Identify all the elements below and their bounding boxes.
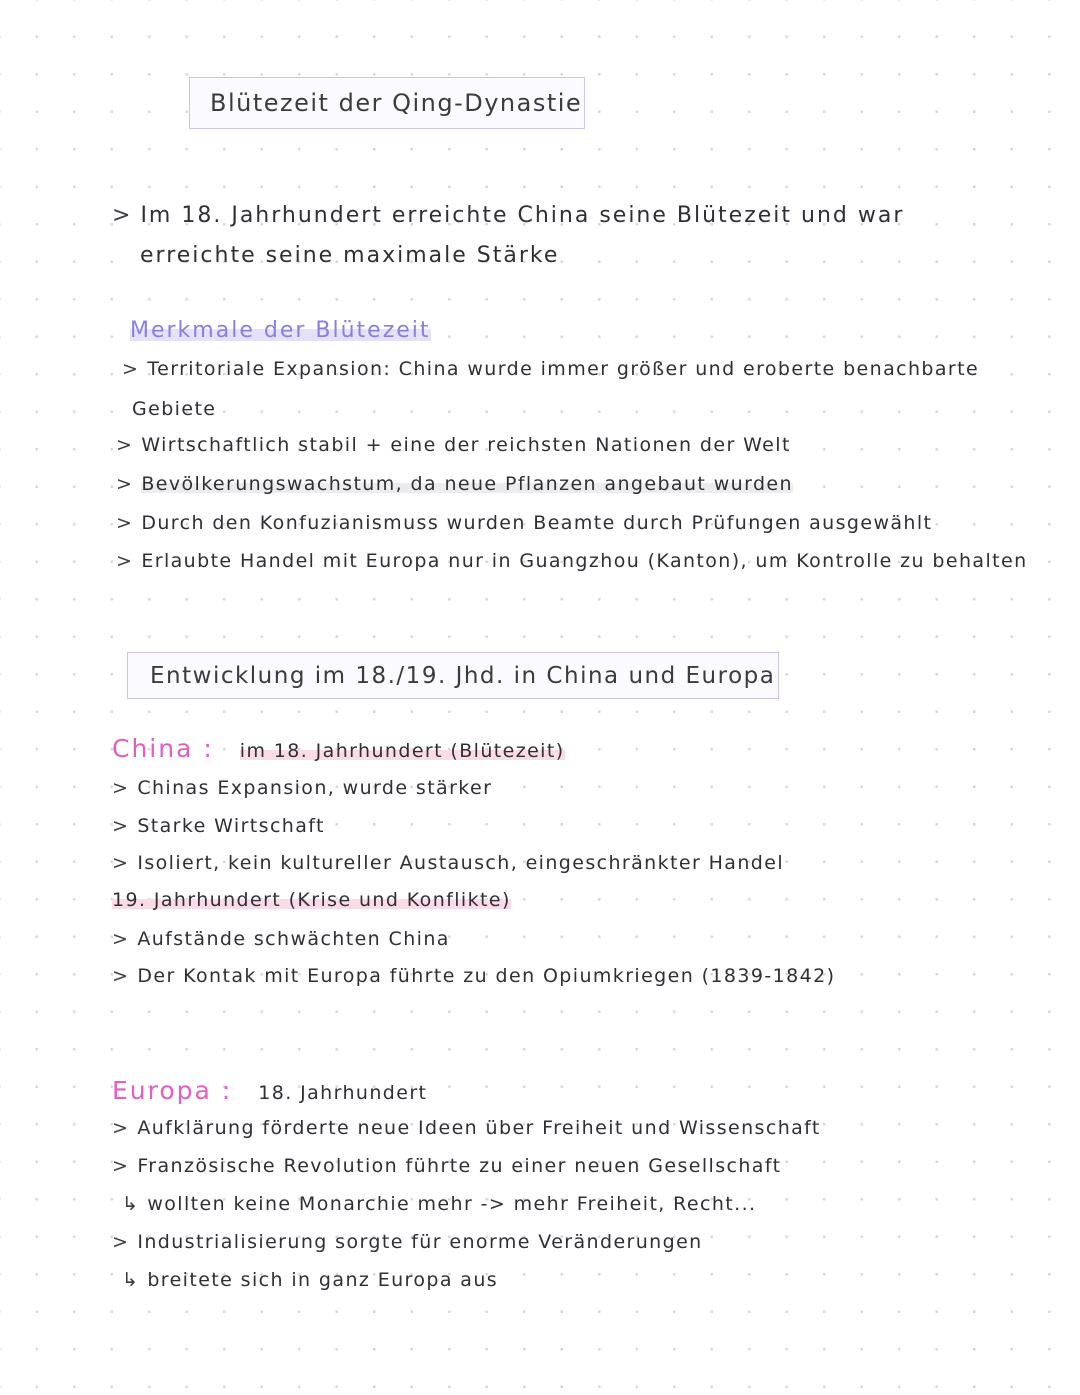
section-title-text: Blütezeit der Qing-Dynastie	[210, 89, 583, 117]
bullet-arrow-icon: >	[112, 777, 130, 799]
features-heading: Merkmale der Blütezeit	[130, 318, 431, 343]
china-period-2: 19. Jahrhundert (Krise und Konflikte)	[112, 889, 511, 911]
china-item-4: > Aufstände schwächten China	[112, 928, 450, 950]
bullet-arrow-icon: >	[112, 1155, 130, 1177]
section-title-qing	[189, 77, 585, 129]
bullet-arrow-icon: >	[112, 965, 130, 987]
section-title-development	[127, 652, 779, 699]
europa-item-3: > Industrialisierung sorgte für enorme Veränderungen	[112, 1231, 703, 1253]
bullet-arrow-icon: >	[112, 928, 130, 950]
bullet-arrow-icon: >	[116, 473, 134, 495]
section-title-text: Entwicklung im 18./19. Jhd. in China und Europa	[150, 662, 776, 689]
bullet-arrow-icon: >	[112, 203, 133, 228]
china-item-5: > Der Kontak mit Europa führte zu den Opiumkriegen (1839-1842)	[112, 965, 836, 987]
feature-item-1: > Territoriale Expansion: China wurde immer größer und eroberte benachbarte	[122, 358, 980, 380]
china-item-3: > Isoliert, kein kultureller Austausch, eingeschränkter Handel	[112, 852, 785, 874]
europa-heading: Europa : 18. Jahrhundert	[112, 1076, 428, 1105]
bullet-arrow-icon: >	[112, 1117, 130, 1139]
china-heading: China : im 18. Jahrhundert (Blütezeit)	[112, 734, 565, 763]
bullet-arrow-icon: >	[112, 815, 130, 837]
bullet-arrow-icon: >	[116, 550, 134, 572]
feature-item-2: > Wirtschaftlich stabil + eine der reichsten Nationen der Welt	[116, 434, 791, 456]
intro-line-2: erreichte seine maximale Stärke	[140, 243, 560, 268]
china-item-2: > Starke Wirtschaft	[112, 815, 325, 837]
feature-item-5: > Erlaubte Handel mit Europa nur in Guangzhou (Kanton), um Kontrolle zu behalten	[116, 550, 1028, 572]
feature-item-4: > Durch den Konfuzianismuss wurden Beamte durch Prüfungen ausgewählt	[116, 512, 933, 534]
intro-line-1: > Im 18. Jahrhundert erreichte China seine Blütezeit und war	[112, 203, 905, 228]
bullet-arrow-icon: >	[112, 852, 130, 874]
feature-item-3: > Bevölkerungswachstum, da neue Pflanzen angebaut wurden	[116, 473, 793, 495]
bullet-arrow-icon: >	[116, 434, 134, 456]
sub-arrow-icon: ↳	[122, 1193, 140, 1215]
europa-item-2-sub: ↳ wollten keine Monarchie mehr -> mehr Freiheit, Recht...	[122, 1193, 757, 1215]
bullet-arrow-icon: >	[116, 512, 134, 534]
europa-item-3-sub: ↳ breitete sich in ganz Europa aus	[122, 1269, 499, 1291]
bullet-arrow-icon: >	[112, 1231, 130, 1253]
china-item-1: > Chinas Expansion, wurde stärker	[112, 777, 493, 799]
sub-arrow-icon: ↳	[122, 1269, 140, 1291]
europa-item-1: > Aufklärung förderte neue Ideen über Freiheit und Wissenschaft	[112, 1117, 821, 1139]
feature-item-1-cont: Gebiete	[132, 398, 217, 420]
bullet-arrow-icon: >	[122, 358, 140, 380]
europa-item-2: > Französische Revolution führte zu einer neuen Gesellschaft	[112, 1155, 782, 1177]
